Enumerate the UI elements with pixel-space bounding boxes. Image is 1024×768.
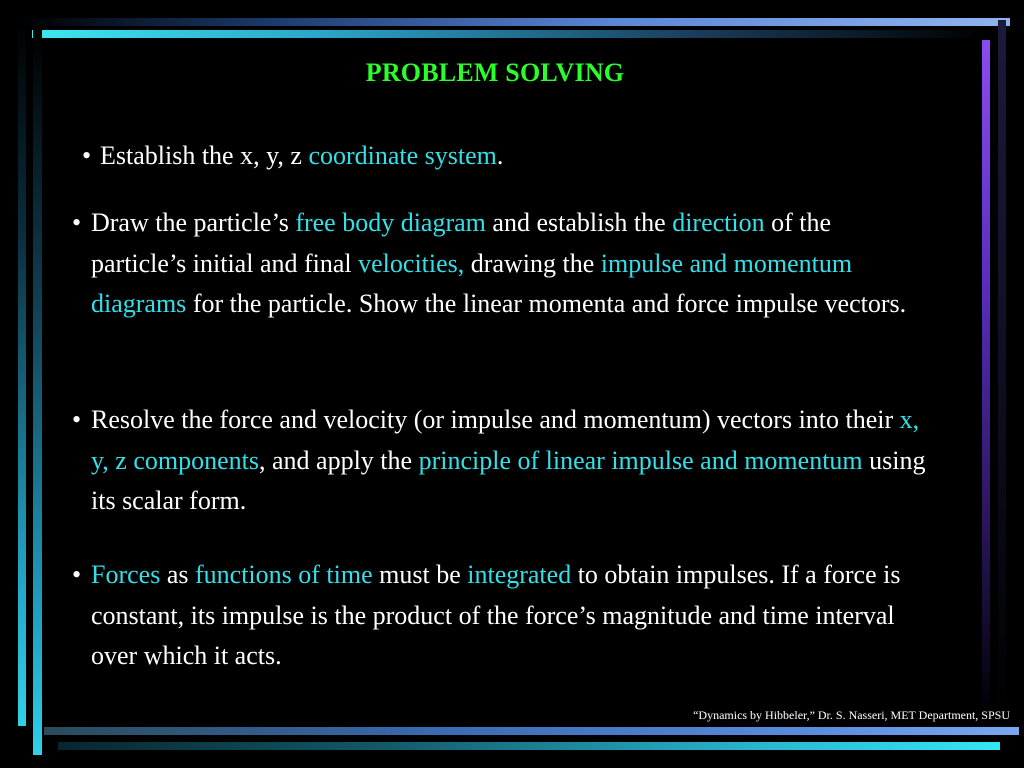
bullet-text-segment: .: [496, 141, 504, 170]
bullet-item: [72, 203, 932, 325]
highlighted-term: direction: [672, 208, 765, 237]
bullet-item: [72, 555, 932, 677]
highlighted-term: integrated: [467, 560, 572, 589]
bullet-text-segment: Resolve the force and velocity (or impulse and momentum) vectors into their: [91, 405, 900, 434]
highlighted-term: functions of time: [195, 560, 373, 589]
highlighted-term: principle of linear impulse and momentum: [418, 445, 863, 475]
bullet-text-segment: drawing the: [464, 248, 601, 278]
bullet-marker: •: [72, 560, 82, 589]
frame-bar-top-outer: [20, 18, 1010, 26]
bullet-text: [72, 555, 932, 677]
highlighted-term: impulse and momentum diagrams: [91, 248, 853, 318]
bullet-text-segment: as: [160, 560, 195, 589]
bullet-text: [72, 203, 932, 325]
bullet-item: [72, 400, 932, 522]
bullet-text-segment: for the particle. Show the linear momenta and force impulse vectors.: [186, 289, 907, 318]
frame-bar-left-inner: [33, 30, 42, 755]
highlighted-term: Forces: [91, 560, 161, 589]
frame-bar-bottom-inner: [44, 727, 1019, 735]
bullet-text-segment: Draw the particle’s: [91, 208, 296, 237]
highlighted-term: velocities,: [358, 248, 465, 278]
bullet-text-segment: must be: [372, 560, 468, 589]
bullet-marker: •: [72, 208, 82, 237]
bullet-marker: •: [72, 405, 82, 434]
highlighted-term: x, y, z components: [91, 405, 920, 475]
bullet-text-segment: to obtain impulses. If a force is constant, its impulse is the product of the force’s magnitude and time interval over which it acts.: [91, 560, 901, 670]
bullet-text-segment: and establish the: [485, 208, 673, 237]
slide-title: PROBLEM SOLVING: [365, 58, 625, 87]
footer-citation: “Dynamics by Hibbeler,” Dr. S. Nasseri, MET Department, SPSU: [693, 708, 1010, 722]
highlighted-term: free body diagram: [295, 208, 486, 237]
highlighted-term: coordinate system: [308, 141, 497, 170]
frame-bar-bottom-outer: [58, 742, 1000, 750]
bullet-text: [82, 136, 882, 177]
bullet-text-segment: of the particle’s initial and final: [91, 208, 832, 278]
frame-bar-top-inner: [32, 30, 987, 38]
bullet-text-segment: using its scalar form.: [91, 445, 926, 515]
frame-bar-left-outer: [18, 20, 26, 726]
bullet-marker: •: [82, 141, 92, 170]
bullet-text-segment: Establish the x, y, z: [100, 141, 309, 170]
frame-bar-right-outer: [998, 20, 1006, 725]
bullet-item: [82, 136, 882, 177]
bullet-text-segment: , and apply the: [259, 445, 419, 475]
frame-bar-right-inner: [982, 40, 990, 720]
bullet-text: [72, 400, 932, 522]
